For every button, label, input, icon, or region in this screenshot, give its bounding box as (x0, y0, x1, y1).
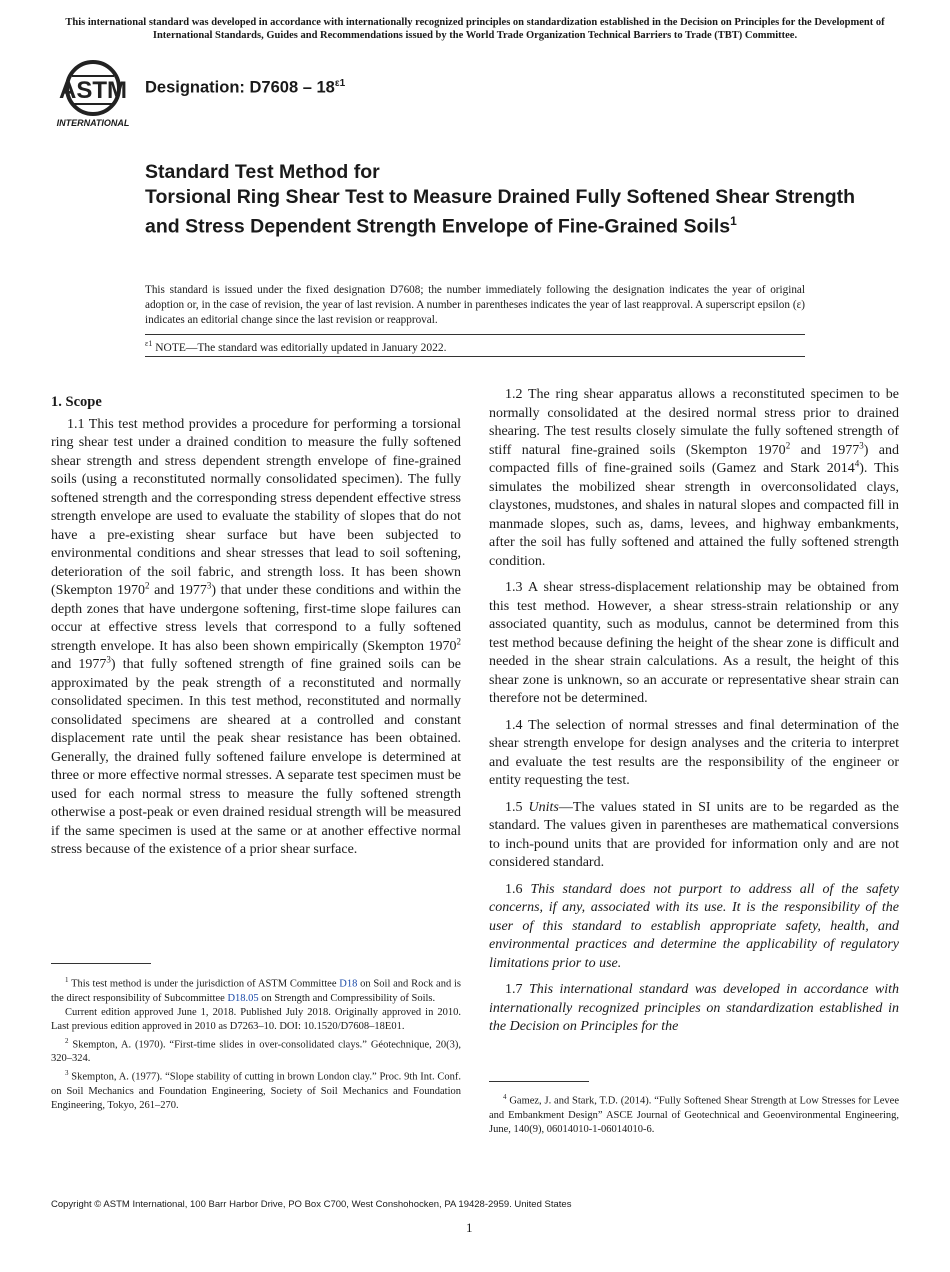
designation-sup: ε1 (334, 78, 346, 89)
footnotes-left (51, 973, 461, 1113)
left-column (51, 393, 461, 868)
svg-text:ASTM: ASTM (59, 77, 127, 104)
editorial-note (145, 339, 447, 354)
footnote-divider-right (489, 1081, 589, 1082)
right-column (489, 386, 899, 1045)
editorial-note-sup: ε1 (145, 339, 153, 348)
copyright: Copyright © ASTM International, 100 Barr Harbor Drive, PO Box C700, West Conshohocken, PA 19428-2959. United States (51, 1199, 572, 1210)
page-number: 1 (466, 1220, 473, 1235)
section-heading: 1. Scope (51, 394, 102, 410)
logo-caption: INTERNATIONAL (56, 118, 130, 128)
designation-label: Designation: D7608 – 18 (145, 78, 335, 97)
paragraph-1-6: 1.6 This standard does not purport to address all of the safety concerns, if any, associated with its use. It is the responsibility of the user of this standard to establish appropriate safety, health, and environmental practices and determine the applicability of regulatory limitations prior to use. (489, 881, 899, 971)
title-line1: Standard Test Method for (145, 161, 380, 183)
paragraph-1-1: 1.1 This test method provides a procedure for performing a torsional ring shear test under a drained condition to measure the fully softened shear strength and stress dependent strength envelope of fine-grained soils (using a reconstituted normally consolidated specimen). The fully softened strength and the corresponding stress dependent effective stress strength envelope are used to evaluate the stability of slopes that do not have a pre-existing shear surface but have been subjected to environmental conditions and shear stresses that lead to soil softening, deterioration of the soil fabric, and strength loss. It has been shown (Skempton 1970$^2$ and 1977$^3$) that under these conditions and within the depth zones that have undergone softening, first-time slope failures can occur at effective stress levels that correspond to a fully softened strength envelope. It has also been shown empirically (Skempton 1970$^2$ and 1977$^3$) that fully softened strength of fine grained soils can be approximated by the peak strength of a reconstituted and normally consolidated specimen. In this test method, reconstituted and normally consolidated specimens are sheared at a controlled and constant displacement rate until the peak shear resistance has been obtained. Generally, the drained fully softened failure envelope is determined at three or more effective normal stresses. A separate test specimen must be used for each normal stress to measure the fully softened strength otherwise a post-peak or even drained residual strength will be measured if the same specimen is used at the same or at another effective normal stress because of the existence of a prior shear surface. (51, 416, 461, 857)
header-note: This international standard was developed in accordance with internationally recognized principles on standardization established in the Decision on Principles for the Development of International Standards, Guides and Recommendations issued by the World Trade Organization Technical Barriers to Trade (TBT) Committee. (65, 17, 885, 41)
footnote-1: $^1$ This test method is under the jurisdiction of ASTM Committee D18 on Soil and Rock and is the direct responsibility of Subcommittee D18.05 on Strength and Compressibility of Soils. (51, 976, 461, 1004)
title-sup: 1 (730, 214, 737, 228)
footnote-divider-left (51, 963, 151, 964)
footnote-edition: Current edition approved June 1, 2018. Published July 2018. Originally approved in 2010. Last previous edition approved in 2010 as D7263–10. DOI: 10.1520/D7608–18E01. (51, 1006, 461, 1032)
link-d18[interactable]: D18 (339, 978, 358, 990)
divider-bottom (145, 356, 805, 357)
designation (145, 78, 345, 98)
issued-statement: This standard is issued under the fixed designation D7608; the number immediately following the designation indicates the year of original adoption or, in the case of revision, the year of last revision. A number in parentheses indicates the year of last reapproval. A superscript epsilon (ε) indicates an editorial change since the last revision or reapproval. (145, 284, 805, 326)
footnote-3: $^3$ Skempton, A. (1977). “Slope stability of cutting in brown London clay.” Proc. 9th Int. Conf. on Soil Mechanics and Foundation Engineering, Society of Soil Mechanics and Foundation Engineering, Tokyo, 261–270. (51, 1069, 461, 1111)
paragraph-1-5: 1.5 Units—The values stated in SI units are to be regarded as the standard. The values given in parentheses are mathematical conversions to inch-pound units that are provided for information only and are not considered standard. (489, 799, 899, 870)
astm-logo (52, 56, 134, 132)
footnote-2: $^2$ Skempton, A. (1970). “First-time slides in over-consolidated clays.” Géotechnique, 20(3), 320–324. (51, 1036, 461, 1064)
document-title (145, 160, 865, 239)
divider-top (145, 334, 805, 335)
paragraph-1-3: 1.3 A shear stress-displacement relationship may be obtained from this test method. However, a shear stress-strain relationship or any associated quantity, such as modulus, cannot be determined from this test method because defining the height of the shear zone is difficult and needed in the shear strain calculations. As a result, the height of this shear zone is unknown, so an accurate or representative shear strain can therefore not be determined. (489, 580, 899, 706)
paragraph-1-7: 1.7 This international standard was developed in accordance with internationally recognized principles on standardization established in the Decision on Principles for the (489, 982, 900, 1034)
editorial-note-text: NOTE—The standard was editorially updated in January 2022. (152, 341, 447, 354)
footnotes-right (489, 1090, 899, 1137)
paragraph-1-2: 1.2 The ring shear apparatus allows a reconstituted specimen to be normally consolidated at the desired normal stress prior to drained shearing. The test results closely simulate the fully softened strength of stiff natural fine-grained soils (Skempton 1970$^2$ and 1977$^3$) and compacted fills of fine-grained soils (Gamez and Stark 2014$^4$). This simulates the mobilized shear strength in overconsolidated clays, claystones, mudstones, and shales in natural slopes and compacted fill in manmade slopes, such as, dams, levees, and highway embankments, after the soil has fully softened and attained the fully softened strength condition. (489, 387, 899, 569)
title-line2: Torsional Ring Shear Test to Measure Drained Fully Softened Shear Strength and Stress Dependent Strength Envelope of Fine-Grained Soils (145, 185, 856, 238)
paragraph-1-4: 1.4 The selection of normal stresses and final determination of the shear strength envelope for design analyses and the criteria to interpret and evaluate the test results are the responsibility of the engineer or entity requesting the test. (489, 717, 899, 788)
link-d18-05[interactable]: D18.05 (227, 992, 259, 1004)
footnote-4: $^4$ Gamez, J. and Stark, T.D. (2014). “Fully Softened Shear Strength at Low Stresses for Levee and Embankment Design” ASCE Journal of Geotechnical and Geoenvironmental Engineering, June, 140(9), 06014010-1-06014010-6. (489, 1093, 899, 1135)
